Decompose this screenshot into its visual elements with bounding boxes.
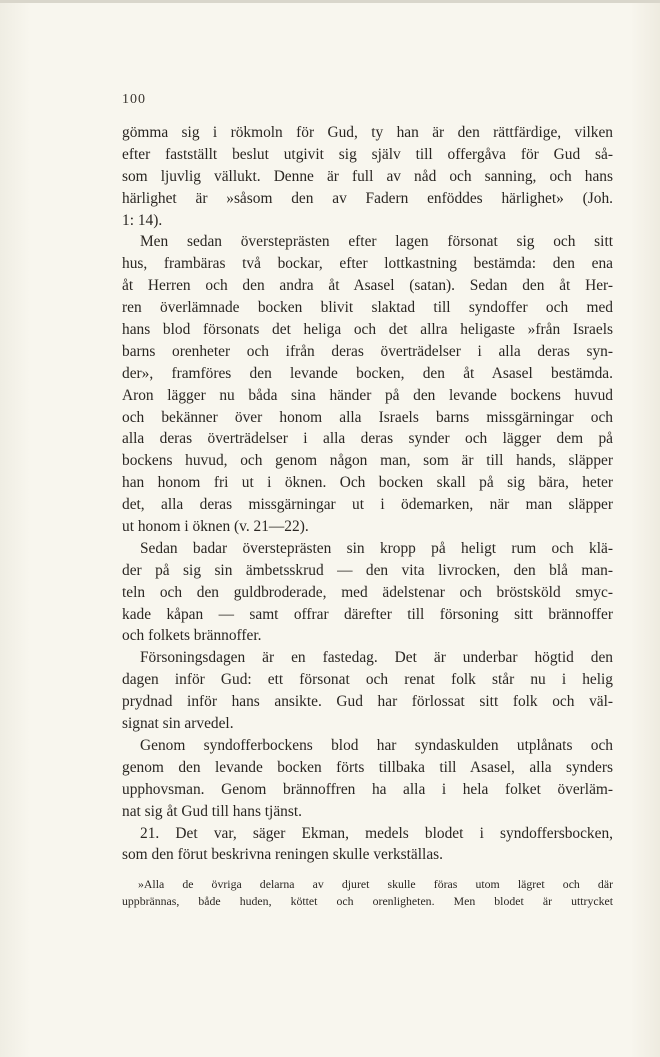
text-line: der på sig sin ämbetsskrud — den vita livrocken, den blå man- [122, 561, 613, 579]
text-line: som ljuvlig vällukt. Denne är full av nåd och sanning, och hans [122, 167, 613, 185]
text-line: signat sin arvedel. [122, 715, 234, 733]
text-line: dagen inför Gud: ett försonat och renat folk står nu i helig [122, 671, 613, 689]
footnote-line: »Alla de övriga delarna av djuret skulle föras utom lägret och där [138, 877, 613, 891]
text-line: han honom fri ut i öknen. Och bocken skall på sig bära, heter [122, 474, 613, 492]
text-line: Sedan badar översteprästen sin kropp på heligt rum och klä- [140, 539, 613, 557]
text-line: det, alla deras missgärningar ut i ödemarken, när man släpper [122, 496, 613, 514]
text-line: teln och den guldbroderade, med ädelstenar och bröstsköld smyc- [122, 583, 613, 601]
text-line: prydnad inför hans ansikte. Gud har förlossat sitt folk och väl- [122, 693, 613, 711]
text-line: bockens huvud, och genom någon man, som är till hands, släpper [122, 452, 613, 470]
text-line: härlighet är »såsom den av Fadern enföddes härlighet» (Joh. [122, 189, 613, 207]
page-number: 100 [122, 92, 146, 107]
text-line: upphovsman. Genom brännoffren ha alla i hela folket överläm- [122, 780, 613, 798]
text-line: Försoningsdagen är en fastedag. Det är underbar högtid den [140, 649, 613, 667]
text-line: och folkets brännoffer. [122, 627, 262, 645]
text-line: nat sig åt Gud till hans tjänst. [122, 802, 302, 820]
text-line: åt Herren och den andra åt Asasel (satan). Sedan den åt Her- [122, 277, 613, 295]
text-line: der», framföres den levande bocken, den åt Asasel bestämda. [122, 364, 613, 382]
text-line: hus, frambäras två bockar, efter lottkastning bestämda: den ena [122, 255, 613, 273]
text-line: som den förut beskrivna reningen skulle verkställas. [122, 846, 443, 864]
text-line: barns orenheter och ifrån deras överträdelser i alla deras syn- [122, 342, 613, 360]
text-line: Aron lägger nu båda sina händer på den levande bockens huvud [122, 386, 613, 404]
text-line: hans blod försonats det heliga och det allra heligaste »från Israels [122, 321, 613, 339]
text-line: Genom syndofferbockens blod har syndaskulden utplånats och [140, 736, 613, 754]
text-line: gömma sig i rökmoln för Gud, ty han är den rättfärdige, vilken [122, 124, 613, 141]
text-line: 21. Det var, säger Ekman, medels blodet i syndoffersbocken, [140, 824, 613, 842]
footnote-line: uppbrännas, både huden, köttet och orenligheten. Men blodet är uttrycket [122, 894, 613, 908]
text-line: genom den levande bocken förts tillbaka till Asasel, alla synders [122, 758, 613, 776]
page-top-edge [0, 0, 660, 3]
text-line: 1: 14). [122, 211, 163, 229]
text-line: och bekänner över honom alla Israels barns missgärningar och [122, 408, 613, 426]
text-line: Men sedan översteprästen efter lagen försonat sig och sitt [140, 233, 613, 251]
text-line: kade kåpan — samt offrar därefter till försoning sitt brännoffer [122, 605, 613, 623]
text-line: alla deras överträdelser i alla deras synder och lägger dem på [122, 430, 613, 448]
footnote [122, 876, 613, 910]
text-line: ut honom i öknen (v. 21—22). [122, 518, 309, 536]
text-line: efter fastställt beslut utgivit sig själv till offergåva för Gud så- [122, 145, 613, 163]
body-text [122, 122, 613, 866]
text-line: ren överlämnade bocken blivit slaktad till syndoffer och med [122, 299, 613, 317]
